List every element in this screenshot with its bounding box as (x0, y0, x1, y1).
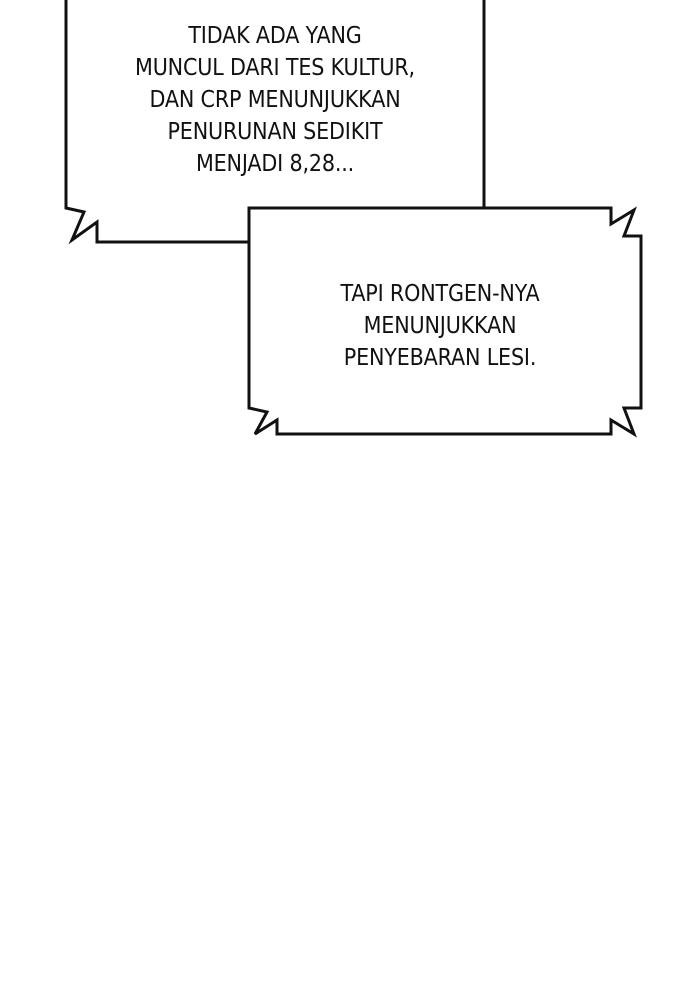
bubble-1-line: MUNCUL DARI TES KULTUR, (135, 55, 415, 81)
bubble-2-line: TAPI RONTGEN-NYA (340, 281, 540, 307)
bubble-1-line: DAN CRP MENUNJUKKAN (149, 87, 401, 113)
bubble-2-line: MENUNJUKKAN (363, 313, 517, 339)
bubble-1-line: TIDAK ADA YANG (188, 23, 362, 49)
bubble-1-line: MENJADI 8,28... (195, 151, 355, 177)
speech-bubble-1-text (100, 20, 451, 180)
bubble-1-line: PENURUNAN SEDIKIT (167, 119, 383, 145)
speech-bubble-2-text (269, 278, 611, 374)
bubble-2-line: PENYEBARAN LESI. (343, 345, 537, 371)
